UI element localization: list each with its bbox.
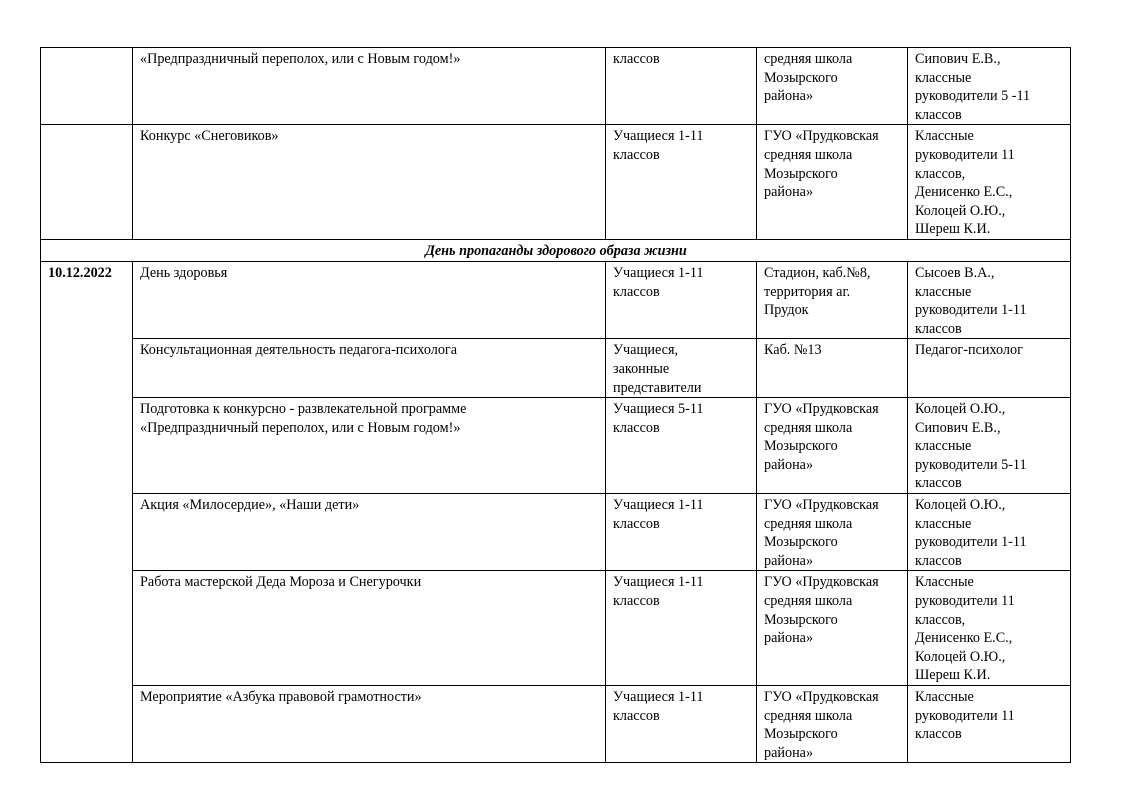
event-cell: Консультационная деятельность педагога-психолога: [133, 339, 606, 398]
participants-cell: классов: [606, 48, 757, 125]
table-row: [41, 571, 1071, 686]
location-cell: ГУО «Прудковская средняя школа Мозырского района»: [757, 398, 908, 494]
responsible-cell: Классные руководители 11 классов, Денисенко Е.С., Колоцей О.Ю., Шереш К.И.: [908, 571, 1071, 686]
participants-cell: Учащиеся 1-11 классов: [606, 686, 757, 763]
responsible-cell: Классные руководители 11 классов: [908, 686, 1071, 763]
table-row: [41, 494, 1071, 571]
location-cell: ГУО «Прудковская средняя школа Мозырского района»: [757, 125, 908, 240]
section-header-row: [41, 239, 1071, 261]
event-cell: Подготовка к конкурсно - развлекательной программе «Предпраздничный переполох, или с Новым годом!»: [133, 398, 606, 494]
participants-cell: Учащиеся 5-11 классов: [606, 398, 757, 494]
date-cell: [41, 48, 133, 125]
event-cell: «Предпраздничный переполох, или с Новым годом!»: [133, 48, 606, 125]
event-cell: Акция «Милосердие», «Наши дети»: [133, 494, 606, 571]
location-cell: ГУО «Прудковская средняя школа Мозырского района»: [757, 571, 908, 686]
location-cell: ГУО «Прудковская средняя школа Мозырского района»: [757, 494, 908, 571]
location-cell: средняя школа Мозырского района»: [757, 48, 908, 125]
location-cell: Стадион, каб.№8, территория аг. Прудок: [757, 261, 908, 338]
responsible-cell: Колоцей О.Ю., Сипович Е.В., классные руководители 5-11 классов: [908, 398, 1071, 494]
responsible-cell: Сысоев В.А., классные руководители 1-11 классов: [908, 261, 1071, 338]
participants-cell: Учащиеся 1-11 классов: [606, 125, 757, 240]
location-cell: ГУО «Прудковская средняя школа Мозырского района»: [757, 686, 908, 763]
table-row: [41, 48, 1071, 125]
responsible-cell: Сипович Е.В., классные руководители 5 -11 классов: [908, 48, 1071, 125]
participants-cell: Учащиеся 1-11 классов: [606, 571, 757, 686]
schedule-table: [40, 47, 1071, 763]
event-cell: День здоровья: [133, 261, 606, 338]
table-row: [41, 125, 1071, 240]
event-cell: Конкурс «Снеговиков»: [133, 125, 606, 240]
table-row: [41, 398, 1071, 494]
table-row: [41, 339, 1071, 398]
responsible-cell: Педагог-психолог: [908, 339, 1071, 398]
section-title: День пропаганды здорового образа жизни: [41, 239, 1071, 261]
table-row: [41, 261, 1071, 338]
event-cell: Мероприятие «Азбука правовой грамотности»: [133, 686, 606, 763]
table-row: [41, 686, 1071, 763]
location-cell: Каб. №13: [757, 339, 908, 398]
responsible-cell: Колоцей О.Ю., классные руководители 1-11 классов: [908, 494, 1071, 571]
date-cell: [41, 125, 133, 240]
participants-cell: Учащиеся 1-11 классов: [606, 261, 757, 338]
event-cell: Работа мастерской Деда Мороза и Снегурочки: [133, 571, 606, 686]
date-cell: 10.12.2022: [41, 261, 133, 762]
responsible-cell: Классные руководители 11 классов, Денисенко Е.С., Колоцей О.Ю., Шереш К.И.: [908, 125, 1071, 240]
participants-cell: Учащиеся 1-11 классов: [606, 494, 757, 571]
participants-cell: Учащиеся, законные представители: [606, 339, 757, 398]
